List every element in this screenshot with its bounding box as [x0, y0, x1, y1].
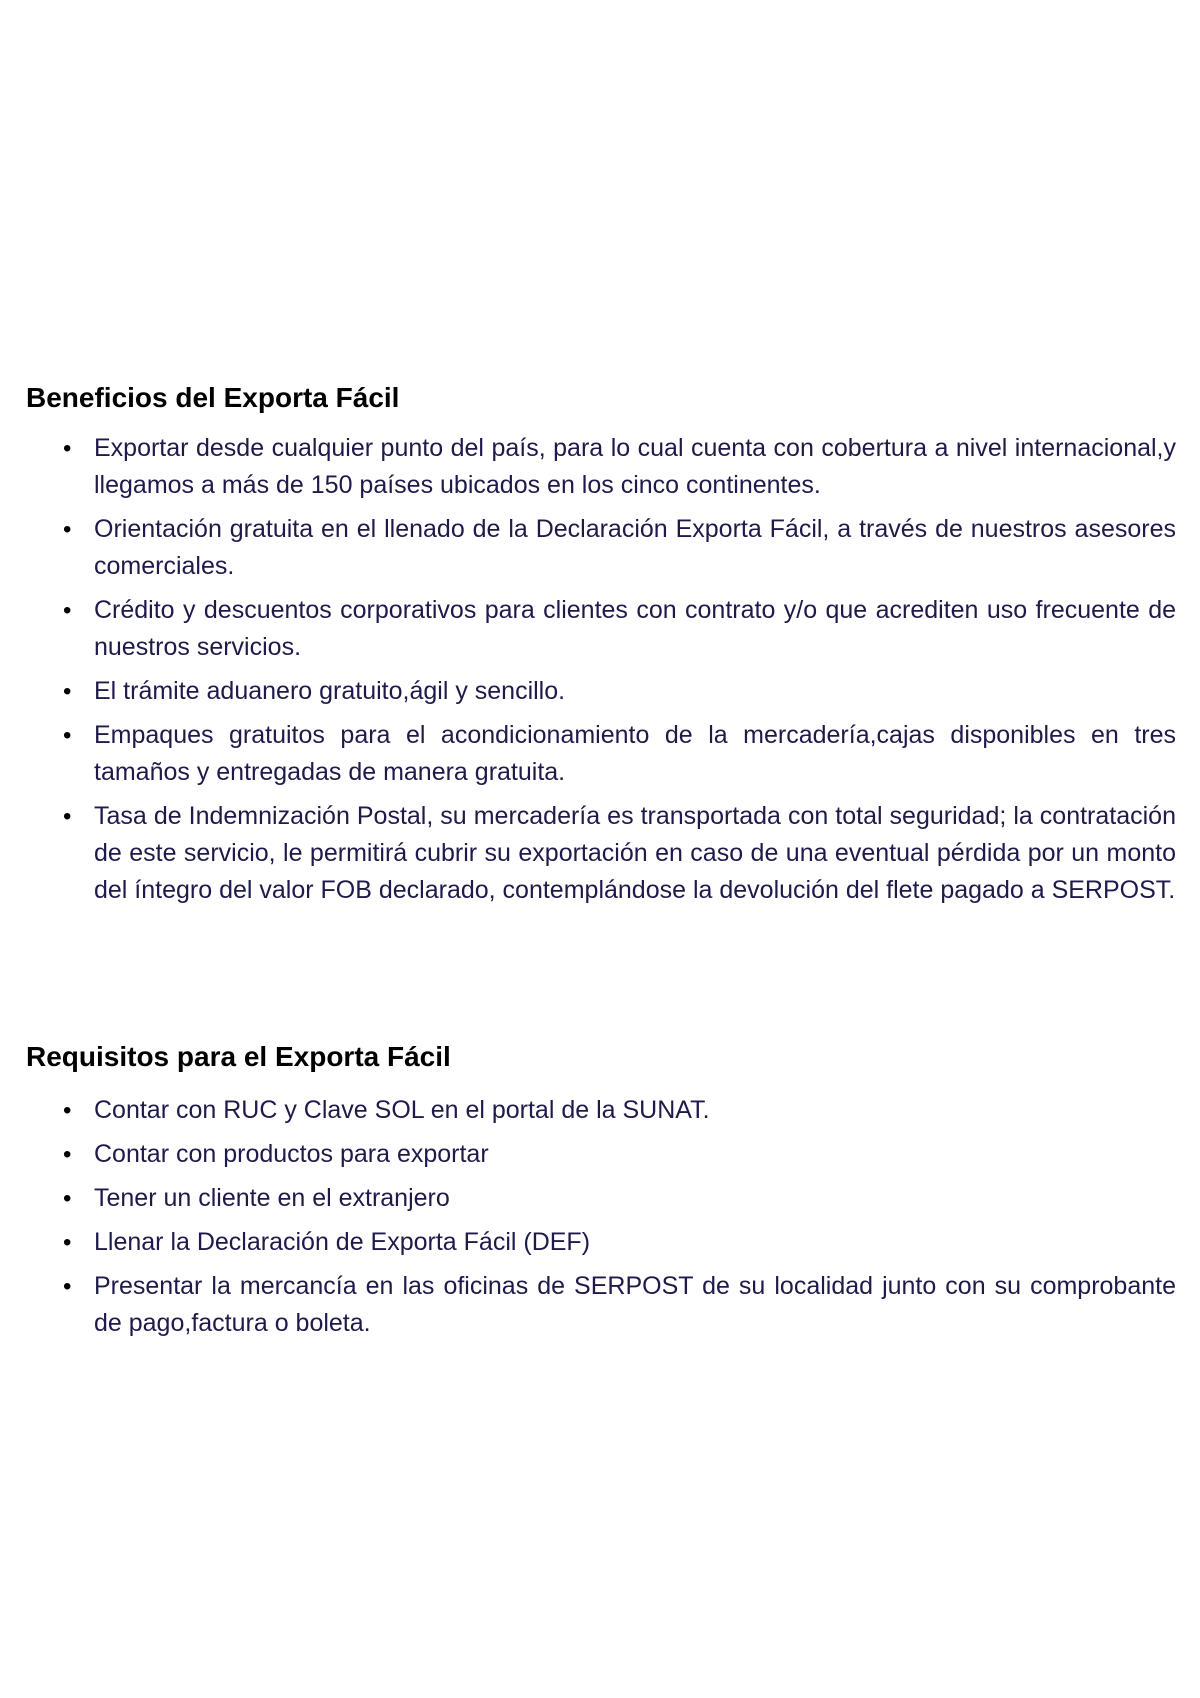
list-item	[26, 1268, 1176, 1342]
list-item-text: Orientación gratuita en el llenado de la Declaración Exporta Fácil, a través de nuestros asesores comerciales.	[94, 515, 1176, 580]
list-item-text: Contar con RUC y Clave SOL en el portal de la SUNAT.	[94, 1096, 710, 1124]
list-item	[26, 798, 1176, 909]
list-item-text: Tasa de Indemnización Postal, su mercadería es transportada con total seguridad; la contratación de este servicio, le permitirá cubrir su exportación en caso de una eventual pérdida por un monto del íntegro del valor FOB declarado, contemplándose la devolución del flete pagado a SERPOST.	[94, 802, 1176, 904]
bullet-icon: •	[63, 1097, 72, 1124]
list-item-text: Empaques gratuitos para el acondicionamiento de la mercadería,cajas disponibles en tres tamaños y entregadas de manera gratuita.	[94, 721, 1176, 786]
bullet-icon: •	[63, 1141, 72, 1168]
bullet-icon: •	[63, 516, 72, 543]
list-item	[26, 511, 1176, 585]
requirements-heading: Requisitos para el Exporta Fácil	[26, 1041, 451, 1072]
list-item	[26, 1180, 1176, 1217]
list-item-text: Tener un cliente en el extranjero	[94, 1184, 450, 1212]
list-item	[26, 1224, 1176, 1261]
list-item-text: Exportar desde cualquier punto del país, para lo cual cuenta con cobertura a nivel internacional,y llegamos a más de 150 países ubicados en los cinco continentes.	[94, 434, 1176, 499]
list-item-text: Llenar la Declaración de Exporta Fácil (DEF)	[94, 1228, 591, 1256]
bullet-icon: •	[63, 1229, 72, 1256]
bullet-icon: •	[63, 678, 72, 705]
bullet-icon: •	[63, 597, 72, 624]
bullet-icon: •	[63, 1185, 72, 1212]
list-item	[26, 1092, 1176, 1129]
list-item	[26, 673, 1176, 710]
list-item-text: Presentar la mercancía en las oficinas de SERPOST de su localidad junto con su comprobante de pago,factura o boleta.	[94, 1272, 1176, 1337]
list-item-text: Contar con productos para exportar	[94, 1140, 489, 1168]
requirements-section	[26, 1037, 1176, 1349]
benefits-section	[26, 378, 1176, 916]
bullet-icon: •	[63, 803, 72, 830]
bullet-icon: •	[63, 435, 72, 462]
bullet-icon: •	[63, 1273, 72, 1300]
list-item	[26, 430, 1176, 504]
benefits-list	[26, 430, 1176, 909]
benefits-heading: Beneficios del Exporta Fácil	[26, 382, 400, 413]
list-item-text: Crédito y descuentos corporativos para clientes con contrato y/o que acrediten uso frecuente de nuestros servicios.	[94, 596, 1176, 661]
list-item-text: El trámite aduanero gratuito,ágil y sencillo.	[94, 677, 566, 705]
bullet-icon: •	[63, 722, 72, 749]
list-item	[26, 1136, 1176, 1173]
list-item	[26, 717, 1176, 791]
requirements-list	[26, 1092, 1176, 1342]
list-item	[26, 592, 1176, 666]
